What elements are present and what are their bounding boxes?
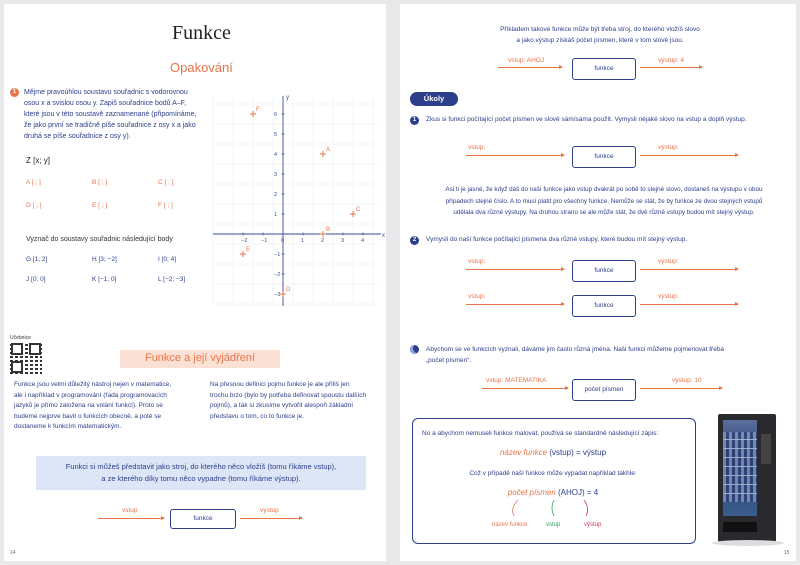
task-2-function-box-b: funkce <box>572 295 636 317</box>
graph-grid <box>213 88 379 304</box>
graph-axes <box>213 95 385 306</box>
left-page: Funkce Opakování 1 Mějme pravoúhlou soustavu souřadnic s vodorovnou osou x a svislou osou y. Zapiš souřadnice bodů A–F, které jsou v této soustavě zaznamenané (připomínáme, že jako první se tradičně píše souřadnice z osy x a jako druhá se píše souřadnice z osy y). Z [x; y] A [ ; ] B [ ; ] C [ ; ] D [ ; ] E [ ; ] F [ ; ] Vyznač do soustavy souřadnic následující body G [1; 2] H [3; −2] I [0; 4] J [0; 0] K [−1; 0] L [−2; −3] x y −2 −1 0 1 2 3 4 6 5 4 3 2 1 −1 −2 −3 A B C D E F Učebnice Funkce a její vyjádření Funkce jsou velmi důležitý nástroj nejen v matematice, ale i například v programování (řada programovacích jazyků je přímo založena na volání funkcí). Proto se budeme nejprve bavit o funkcích obecně, a poté se dostaneme k funkcím matematickým. Na přesnou definici pojmu funkce je ale příliš jen trochu brzo (bylo by potřeba definovat spoustu dalších pojmů), a tak si zkusíme vytvořit alespoň základní představu o tom, co to funkce je. Funkci si můžeš představit jako stroj, do kterého něco vložíš (tomu říkáme vstup), a ze kterého díky tomu něco vypadne (tomu říkáme výstup). vstup funkce výstup 14 <box>4 4 386 561</box>
naming-function-box: počet písmen <box>572 379 636 401</box>
page-number-right: 15 <box>784 550 790 556</box>
naming-input-arrow <box>482 388 568 389</box>
section-heading-funkce-text: Funkce a její vyjádření <box>144 352 256 364</box>
coordinate-template: Z [x; y] <box>26 156 50 165</box>
vending-machine-shadow <box>712 540 784 546</box>
task-2-input-arrow-a <box>466 269 564 270</box>
task-1-explanation: Asi ti je jasné, že když dáš do naší funkce jako vstup dvakrát po sobě to stejné slovo, dostaneš na výstupu v obou případech stejné číslo. A to musí platit pro všechny funkce. Nemůže se stát, že by funkce ze dvou stejných vstupů udělala dva různé výstupy. Na druhou stranu se ale může stát, že dvě různé vstupy budou mít stejný výstup. <box>445 186 763 216</box>
point-label-b: B <box>326 227 331 233</box>
task-number-2: 2 <box>410 236 419 245</box>
naming-output-label: výstup: 10 <box>672 377 702 384</box>
notation-example-intro: Což v případě naší funkce může vypadat například takhle: <box>469 470 637 477</box>
naming-paragraph: Abychom se ve funkcích vyznali, dáváme jim často různá jména. Naši funkci můžeme pojmenovat třeba „počet písmen“. <box>426 346 725 364</box>
task-2-output-arrow-b <box>640 304 738 305</box>
naming-output-arrow <box>640 388 722 389</box>
diagram-function-box: funkce <box>170 509 236 529</box>
notation-arrows <box>480 498 630 522</box>
y-tick-label: 2 <box>274 192 278 198</box>
label-function-name: název funkce <box>492 522 528 528</box>
task-2-input-arrow-b <box>466 304 564 305</box>
task-1-input-label: vstup: <box>468 144 486 151</box>
y-tick-label: 4 <box>274 152 278 158</box>
intro-text: Příkladem takové funkce může být třeba stroj, do kterého vložíš slovo a jako výstup získáš počet písmen, které v tom slově jsou. <box>500 26 700 44</box>
qr-label: Učebnice <box>10 335 31 341</box>
y-tick-label: 6 <box>274 112 278 118</box>
y-axis-label: y <box>286 95 289 101</box>
task-2-input-label-b: vstup: <box>468 293 486 300</box>
task-2-text: Vymysli do naší funkce počítající písmena dva různé vstupy, které budou mít stejný výstup. <box>426 236 688 243</box>
y-tick-label: −2 <box>274 272 281 278</box>
page-title: Funkce <box>172 22 231 44</box>
y-tick-label: 3 <box>274 172 278 178</box>
x-tick-label: 1 <box>301 238 305 244</box>
right-page <box>400 4 796 561</box>
x-tick-label: 3 <box>341 238 345 244</box>
x-tick-label: 4 <box>361 238 365 244</box>
y-tick-label: 5 <box>274 132 278 138</box>
example-output-label: výstup: 4 <box>658 57 685 64</box>
page-number-left: 14 <box>10 550 16 556</box>
naming-input-label: vstup: MATEMATIKA <box>486 377 547 384</box>
x-tick-label: −1 <box>261 238 268 244</box>
notation-formula: název funkce (vstup) = výstup <box>499 448 607 457</box>
x-axis-label: x <box>382 233 385 239</box>
task-1-text: Zkus si funkci počítající počet písmen ve slově sám/sama použít. Vymysli nějaké slovo na vstup a doplň výstup. <box>426 116 747 123</box>
y-tick-label: −3 <box>274 292 281 298</box>
callout-text: Funkci si můžeš představit jako stroj, do kterého něco vložíš (tomu říkáme vstup), a ze kterého díky tomu něco vypadne (tomu říkáme výstup). <box>65 462 337 483</box>
task-2-input-label-a: vstup: <box>468 258 486 265</box>
diagram-output-arrow <box>240 518 302 519</box>
example-function-box: funkce <box>572 58 636 80</box>
vending-machine-illustration <box>718 414 776 542</box>
x-tick-label: 2 <box>321 238 325 244</box>
plot-instruction: Vyznač do soustavy souřadnic následující body <box>26 236 173 243</box>
qr-code[interactable] <box>10 342 42 374</box>
y-tick-label: 1 <box>274 212 278 218</box>
notation-intro: No a abychom nemuseli funkce malovat, používá se standardně následující zápis: <box>422 430 659 437</box>
example-input-arrow <box>498 67 562 68</box>
question-1-text: Mějme pravoúhlou soustavu souřadnic s vodorovnou osou x a svislou osou y. Zapiš souřadnice bodů A–F, které jsou v této soustavě zaznamenané (připomínáme, že jako první se tradičně píše souřadnice z osy x a jako druhá se píše souřadnice z osy y). <box>24 89 197 140</box>
diagram-output-label: výstup <box>260 507 279 514</box>
paragraph-right: Na přesnou definici pojmu funkce je ale příliš jen trochu brzo (bylo by potřeba definovat spoustu dalších pojmů), a tak si zkusíme vytvořit alespoň základní představu o tom, co to funkce je. <box>210 381 367 420</box>
label-input: vstup <box>546 522 561 528</box>
moon-icon <box>410 345 419 354</box>
graph-points <box>240 107 361 297</box>
task-1-output-label: výstup: <box>658 144 679 151</box>
x-tick-label: −2 <box>241 238 248 244</box>
point-label-f: F <box>256 107 260 113</box>
paragraph-left: Funkce jsou velmi důležitý nástroj nejen v matematice, ale i například v programování (řada programovacích jazyků je přímo založena na volání funkcí). Proto se budeme nejprve bavit o funkcích obecně, a poté se dostaneme k funkcím matematickým. <box>14 381 172 430</box>
example-output-arrow <box>640 67 702 68</box>
task-2-output-arrow-a <box>640 269 738 270</box>
task-1-output-arrow <box>640 155 738 156</box>
diagram-input-label: vstup <box>122 507 138 514</box>
point-label-d: D <box>286 287 291 293</box>
notation-example: počet písmen (AHOJ) = 4 <box>507 488 599 497</box>
label-output: výstup <box>584 522 602 528</box>
point-label-e: E <box>246 247 251 253</box>
section-heading-opakovani: Opakování <box>170 60 233 75</box>
x-tick-label: 0 <box>281 238 285 244</box>
graph-ticks <box>241 112 364 298</box>
question-number-1: 1 <box>10 88 19 97</box>
task-2-function-box-a: funkce <box>572 260 636 282</box>
diagram-input-arrow <box>98 518 164 519</box>
coordinate-graph <box>204 88 390 310</box>
point-label-a: A <box>326 147 331 153</box>
task-2-output-label-b: výstup: <box>658 293 679 300</box>
task-1-input-arrow <box>466 155 564 156</box>
task-1-function-box: funkce <box>572 146 636 168</box>
point-label-c: C <box>356 207 361 213</box>
task-number-1: 1 <box>410 116 419 125</box>
ukoly-badge: Úkoly <box>410 92 458 106</box>
task-2-output-label-a: výstup: <box>658 258 679 265</box>
y-tick-label: −1 <box>274 252 281 258</box>
example-input-label: vstup: AHOJ <box>508 57 545 64</box>
